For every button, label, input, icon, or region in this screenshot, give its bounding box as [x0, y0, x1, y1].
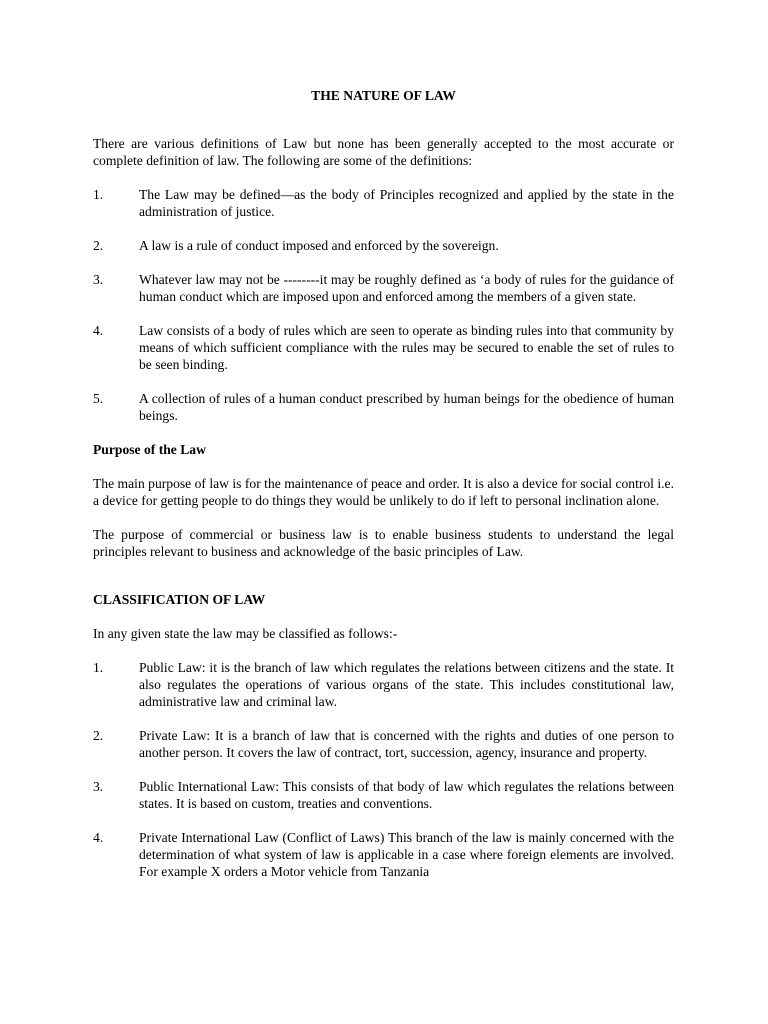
- list-item: [93, 778, 674, 812]
- list-item: [93, 727, 674, 761]
- list-number: 2.: [93, 238, 104, 253]
- document-body: [93, 87, 674, 897]
- list-text: Public International Law: This consists of that body of law which regulates the relations between states. It is based on custom, treaties and conventions.: [139, 779, 674, 811]
- list-item: [93, 829, 674, 880]
- list-number: 3.: [93, 272, 104, 287]
- list-text: Public Law: it is the branch of law which regulates the relations between citizens and the state. It also regulates the operations of various organs of the state. This includes constitutional law, administrative law and criminal law.: [139, 660, 674, 709]
- list-number: 4.: [93, 830, 104, 845]
- classification-list: [93, 659, 674, 880]
- list-item: [93, 322, 674, 373]
- list-text: Whatever law may not be --------it may be roughly defined as ‘a body of rules for the guidance of human conduct which are imposed upon and enforced among the members of a given state.: [139, 272, 674, 304]
- list-text: Private Law: It is a branch of law that is concerned with the rights and duties of one person to another person. It covers the law of contract, tort, succession, agency, insurance and property.: [139, 728, 674, 760]
- list-text: A law is a rule of conduct imposed and enforced by the sovereign.: [139, 238, 499, 253]
- list-text: Law consists of a body of rules which are seen to operate as binding rules into that community by means of which sufficient compliance with the rules may be secured to enable the set of rules to be seen binding.: [139, 323, 674, 372]
- classification-heading: CLASSIFICATION OF LAW: [93, 592, 266, 607]
- definitions-list: [93, 186, 674, 424]
- list-item: [93, 237, 674, 254]
- list-number: 4.: [93, 323, 104, 338]
- list-number: 1.: [93, 187, 104, 202]
- classification-intro: In any given state the law may be classified as follows:-: [93, 626, 398, 641]
- list-number: 5.: [93, 391, 104, 406]
- list-number: 3.: [93, 779, 104, 794]
- list-item: [93, 659, 674, 710]
- list-text: A collection of rules of a human conduct prescribed by human beings for the obedience of human beings.: [139, 391, 674, 423]
- list-text: Private International Law (Conflict of Laws) This branch of the law is mainly concerned with the determination of what system of law is applicable in a case where foreign elements are involved. For example X orders a Motor vehicle from Tanzania: [139, 830, 674, 879]
- purpose-paragraph-1: The main purpose of law is for the maintenance of peace and order. It is also a device for social control i.e. a device for getting people to do things they would be unlikely to do if left to personal inclination alone.: [93, 476, 674, 508]
- purpose-heading: Purpose of the Law: [93, 442, 206, 457]
- list-item: [93, 271, 674, 305]
- list-item: [93, 186, 674, 220]
- list-number: 1.: [93, 660, 104, 675]
- list-text: The Law may be defined—as the body of Principles recognized and applied by the state in the administration of justice.: [139, 187, 674, 219]
- list-number: 2.: [93, 728, 104, 743]
- document-title: THE NATURE OF LAW: [311, 88, 456, 103]
- intro-paragraph: There are various definitions of Law but none has been generally accepted to the most accurate or complete definition of law. The following are some of the definitions:: [93, 136, 674, 168]
- list-item: [93, 390, 674, 424]
- purpose-paragraph-2: The purpose of commercial or business law is to enable business students to understand the legal principles relevant to business and acknowledge of the basic principles of Law.: [93, 527, 674, 559]
